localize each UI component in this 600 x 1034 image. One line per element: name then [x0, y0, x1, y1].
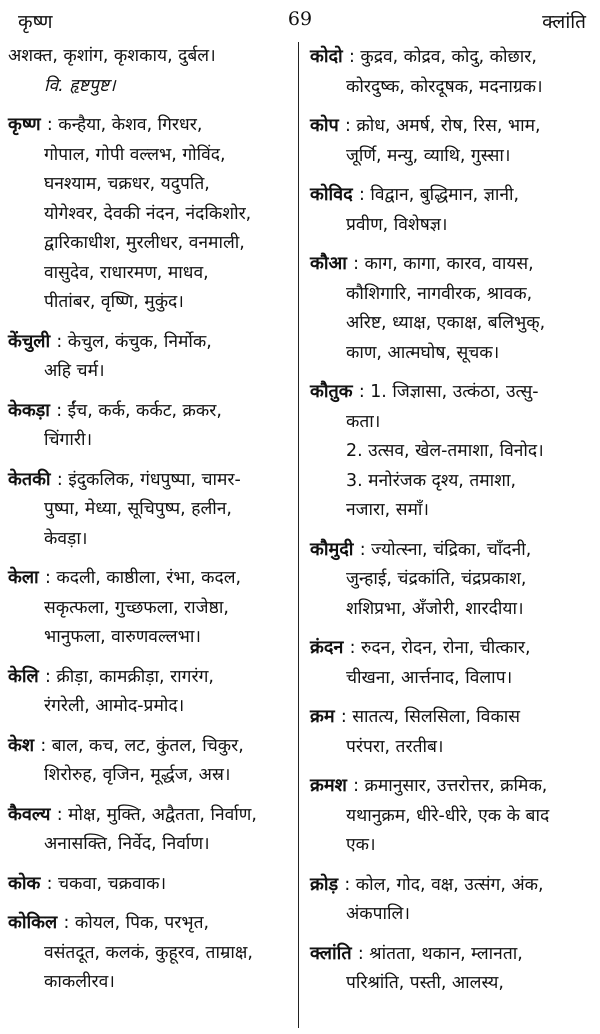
entry-line: [8, 908, 290, 939]
headword: क्रम: [310, 706, 341, 727]
entry-line: [8, 259, 290, 289]
entry-text: 3. मनोरंजक दृश्य, तमाशा,: [346, 470, 517, 491]
entry-text: जूर्णि, मन्यु, व्याथि, गुस्सा।: [346, 145, 511, 166]
entry-text: : केचुल, कंचुक, निर्मोक,: [56, 331, 212, 352]
entry-text: शिरोरुह, वृजिन, मूर्द्धज, अस्र।: [44, 765, 231, 785]
headword: केतकी: [8, 468, 57, 490]
entry-line: [310, 939, 592, 970]
entry-line: [8, 200, 290, 230]
entry-line: [8, 426, 290, 456]
entry-line: [310, 377, 592, 408]
headword: कृष्ण: [8, 114, 47, 135]
entry-text: : क्रीड़ा, कामक्रीड़ा, रागरंग,: [44, 666, 214, 687]
entry-line: [310, 771, 592, 802]
entry-text: सकृत्फला, गुच्छफला, राजेष्ठा,: [44, 597, 229, 618]
entry-line: [310, 467, 592, 497]
entry-text: : क्रमानुसार, उत्तरोत्तर, क्रमिक,: [353, 776, 548, 796]
entry-line: [310, 309, 592, 339]
entry-line: [8, 692, 290, 722]
dictionary-entry: [310, 42, 592, 102]
entry-text: : सातत्य, सिलसिला, विकास: [340, 707, 521, 727]
entry-text: : कदली, काष्ठीला, रंभा, कदल,: [44, 568, 242, 588]
entry-text: पीतांबर, वृष्णि, मुकुंद।: [44, 292, 184, 312]
entry-line: [310, 111, 592, 142]
entry-text: केवड़ा।: [44, 528, 88, 549]
page-number: 69: [287, 8, 313, 30]
entry-line: [8, 495, 290, 525]
entry-text: : काग, कागा, कारव, वायस,: [353, 254, 534, 274]
right-column: [310, 42, 592, 1008]
dictionary-entry: [310, 939, 592, 999]
entry-text: प्रवीण, विशेषज्ञ।: [346, 214, 448, 235]
headword: केंचुली: [8, 330, 57, 352]
entry-text: परिश्रांति, पस्ती, आलस्य,: [346, 973, 504, 993]
dictionary-entry: [8, 396, 290, 456]
entry-text: घनश्याम, चक्रधर, यदुपति,: [44, 174, 210, 194]
headword: कोकिल: [8, 912, 64, 933]
entry-line: [310, 969, 592, 999]
entry-text: भानुफला, वारुणवल्लभा।: [44, 627, 201, 647]
headword: केश: [8, 734, 41, 756]
entry-text: परंपरा, तरतीब।: [346, 736, 444, 757]
entry-text: : क्रोध, अमर्ष, रोष, रिस, भाम,: [344, 116, 541, 136]
entry-line: [8, 563, 290, 594]
headword: कौमुदी: [310, 538, 360, 560]
headword: केला: [8, 567, 45, 588]
entry-line: [8, 939, 290, 969]
entry-line: [310, 535, 592, 566]
entry-line: [310, 664, 592, 694]
headword: कोदो: [310, 46, 349, 67]
entry-line: [8, 800, 290, 831]
entry-text: : इंदुकलिक, गंधपुष्पा, चामर-: [56, 469, 241, 490]
entry-line: [8, 72, 290, 102]
entry-line: [310, 633, 592, 664]
dictionary-entry: [310, 771, 592, 861]
entry-text: वि. हृष्टपुष्ट।: [44, 75, 116, 96]
entry-text: चीखना, आर्त्तनाद, विलाप।: [346, 667, 513, 688]
entry-line: [310, 408, 592, 438]
entry-line: [310, 870, 592, 901]
header-first-word: कृष्ण: [18, 11, 53, 33]
dictionary-entry: [310, 249, 592, 368]
dictionary-entry: [310, 377, 592, 526]
entry-text: : ईंच, कर्क, कर्कट, क्रकर,: [56, 400, 222, 421]
entry-text: रंगरेली, आमोद-प्रमोद।: [44, 696, 185, 716]
headword: कोक: [8, 872, 47, 894]
dictionary-entry: [8, 465, 290, 555]
entry-text: योगेश्वर, देवकी नंदन, नंदकिशोर,: [44, 203, 252, 224]
headword: कैवल्य: [8, 803, 57, 825]
entry-text: अहि चर्म।: [44, 361, 105, 381]
dictionary-entry: [310, 633, 592, 693]
entry-text: अंकपालि।: [346, 904, 410, 924]
entry-text: अशक्त, कृशांग, कृशकाय, दुर्बल।: [8, 46, 216, 66]
entry-text: यथानुक्रम, धीरे-धीरे, एक के बाद: [346, 805, 550, 826]
entry-line: [8, 968, 290, 998]
headword: क्लांति: [310, 942, 358, 964]
entry-text: : ज्योत्स्ना, चंद्रिका, चाँदनी,: [359, 539, 532, 560]
entry-line: [8, 623, 290, 653]
entry-line: [310, 73, 592, 103]
entry-line: [310, 802, 592, 832]
entry-text: अरिष्ट, ध्याक्ष, एकाक्ष, बलिभुक्,: [346, 313, 546, 333]
dictionary-entry: [8, 42, 290, 101]
page-header: [0, 0, 600, 36]
entry-text: : कोल, गोद, वक्ष, उत्संग, अंक,: [344, 874, 544, 895]
dictionary-entry: [310, 180, 592, 240]
entry-text: कौशिगारि, नागवीरक, श्रावक,: [346, 283, 533, 304]
entry-text: पुष्पा, मेध्या, सूचिपुष्प, हलीन,: [44, 499, 232, 519]
entry-line: [310, 831, 592, 861]
dictionary-entry: [310, 535, 592, 625]
header-last-word: क्लांति: [542, 11, 586, 33]
dictionary-entry: [8, 800, 290, 860]
entry-text: : रुदन, रोदन, रोना, चीत्कार,: [349, 638, 531, 658]
entry-text: : विद्वान, बुद्धिमान, ज्ञानी,: [358, 185, 520, 205]
headword: केकड़ा: [8, 399, 57, 421]
headword: कौआ: [310, 253, 354, 274]
entry-text: अनासक्ति, निर्वेद, निर्वाण।: [44, 834, 210, 854]
entry-text: कोरदुष्क, कोरदूषक, मदनाग्रक।: [346, 76, 543, 97]
entry-text: गोपाल, गोपी वल्लभ, गोविंद,: [44, 144, 226, 165]
headword: कौतुक: [310, 381, 359, 402]
entry-line: [8, 110, 290, 141]
entry-line: [310, 339, 592, 369]
dictionary-entry: [310, 111, 592, 171]
entry-text: चिंगारी।: [44, 430, 93, 450]
entry-line: [310, 595, 592, 625]
headword: क्रोड़: [310, 873, 345, 895]
entry-text: : चकवा, चक्रवाक।: [46, 873, 167, 894]
entry-line: [310, 900, 592, 930]
entry-text: नजारा, समाँ।: [346, 500, 429, 520]
headword: क्रमश: [310, 775, 354, 796]
dictionary-entry: [8, 662, 290, 722]
entry-text: 2. उत्सव, खेल-तमाशा, विनोद।: [346, 441, 544, 461]
entry-line: [8, 761, 290, 791]
entry-text: : कन्हैया, केशव, गिरधर,: [46, 115, 203, 135]
entry-line: [8, 830, 290, 860]
headword: क्रंदन: [310, 637, 350, 658]
entry-text: वसंतदूत, कलकं, कुहूरव, ताम्राक्ष,: [44, 942, 253, 963]
dictionary-entry: [310, 702, 592, 762]
entry-line: [8, 396, 290, 427]
entry-line: [8, 594, 290, 624]
entry-text: वासुदेव, राधारमण, माधव,: [44, 262, 209, 283]
dictionary-entry: [8, 869, 290, 900]
entry-line: [8, 869, 290, 900]
entry-line: [8, 288, 290, 318]
entry-line: [8, 662, 290, 693]
entry-line: [310, 142, 592, 172]
headword: केलि: [8, 665, 45, 687]
entry-line: [310, 42, 592, 73]
entry-text: एक।: [346, 835, 376, 855]
entry-text: जुन्हाई, चंद्रकांति, चंद्रप्रकाश,: [346, 569, 527, 589]
entry-text: काण, आत्मघोष, सूचक।: [346, 342, 500, 363]
dictionary-entry: [8, 327, 290, 387]
entry-line: [8, 229, 290, 259]
entry-text: : बाल, कच, लट, कुंतल, चिकुर,: [40, 735, 244, 756]
entry-line: [310, 180, 592, 211]
left-column: [8, 42, 290, 1007]
headword: कोविद: [310, 184, 359, 205]
entry-line: [8, 525, 290, 555]
entry-line: [310, 733, 592, 763]
entry-text: शशिप्रभा, अँजोरी, शारदीया।: [346, 598, 524, 619]
headword: कोप: [310, 115, 345, 136]
entry-line: [8, 731, 290, 762]
entry-text: : 1. जिज्ञासा, उत्कंठा, उत्सु-: [358, 382, 539, 402]
entry-line: [310, 565, 592, 595]
entry-text: कता।: [346, 411, 381, 432]
entry-line: [8, 465, 290, 496]
entry-line: [310, 211, 592, 241]
entry-line: [8, 327, 290, 358]
dictionary-entry: [8, 908, 290, 998]
entry-line: [310, 496, 592, 526]
dictionary-entry: [8, 731, 290, 791]
entry-line: [310, 702, 592, 733]
entry-text: काकलीरव।: [44, 972, 115, 992]
entry-text: : मोक्ष, मुक्ति, अद्वैतता, निर्वाण,: [56, 804, 257, 825]
entry-line: [8, 141, 290, 171]
entry-line: [8, 170, 290, 200]
column-divider: [298, 42, 299, 1028]
entry-text: : श्रांतता, थकान, म्लानता,: [357, 943, 523, 964]
entry-line: [8, 42, 290, 72]
entry-line: [8, 357, 290, 387]
dictionary-entry: [310, 870, 592, 930]
entry-line: [310, 437, 592, 467]
dictionary-entry: [8, 110, 290, 318]
entry-line: [310, 249, 592, 280]
entry-text: : कुद्रव, कोद्रव, कोदु, कोछार,: [348, 47, 537, 67]
entry-line: [310, 280, 592, 310]
dictionary-entry: [8, 563, 290, 653]
entry-text: : कोयल, पिक, परभृत,: [63, 913, 210, 933]
entry-text: द्वारिकाधीश, मुरलीधर, वनमाली,: [44, 233, 245, 253]
